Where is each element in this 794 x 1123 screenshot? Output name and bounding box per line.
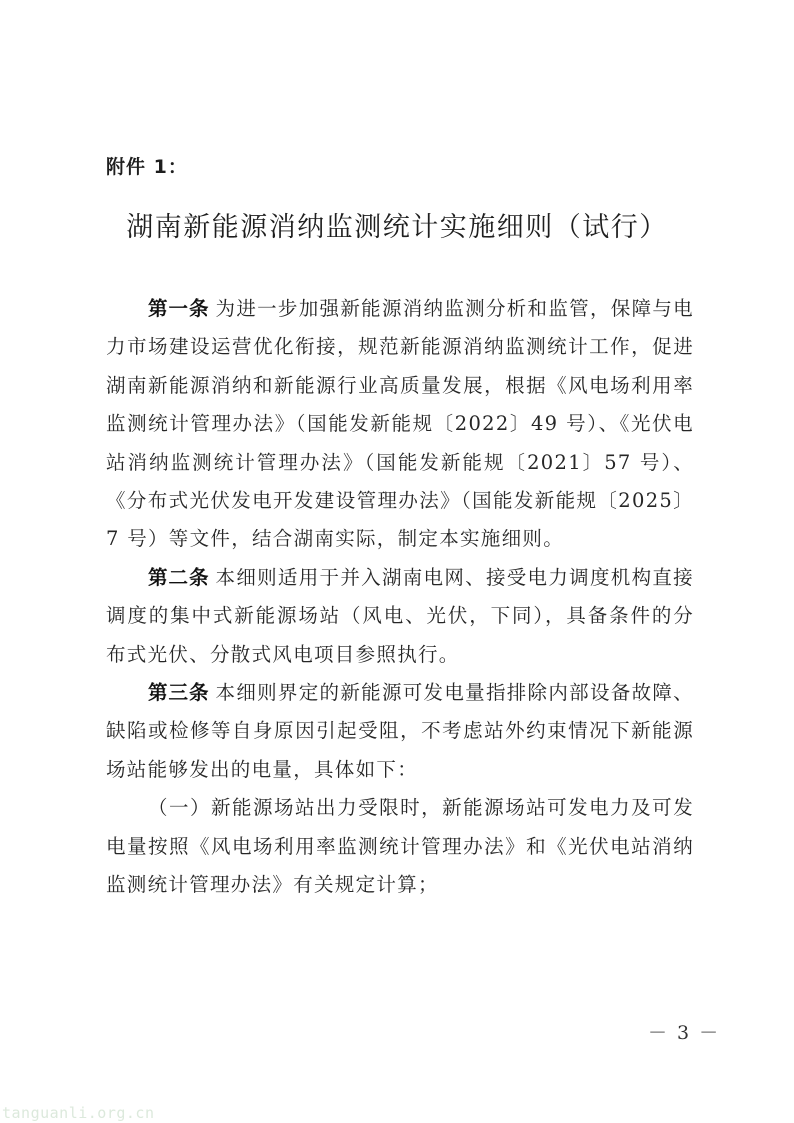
article-heading: 第三条 <box>148 681 210 705</box>
clause-text: （一）新能源场站出力受限时，新能源场站可发电力及可发电量按照《风电场利用率监测统计管理办法》和《光伏电站消纳监测统计管理办法》有关规定计算； <box>106 796 694 897</box>
document-body <box>106 290 694 905</box>
watermark: tanguanli.org.cn <box>2 1104 155 1122</box>
article-text: 本细则适用于并入湖南电网、接受电力调度机构直接调度的集中式新能源场站（风电、光伏，下同），具备条件的分布式光伏、分散式风电项目参照执行。 <box>106 565 694 666</box>
article-1-paragraph <box>106 290 694 559</box>
article-text: 为进一步加强新能源消纳监测分析和监管，保障与电力市场建设运营优化衔接，规范新能源消纳监测统计工作，促进湖南新能源消纳和新能源行业高质量发展，根据《风电场利用率监测统计管理办法》（国能发新能规〔2022〕49 号）、《光伏电站消纳监测统计管理办法》（国能发新能规〔2021〕57 号）、《分布式光伏发电开发建设管理办法》（国能发新能规〔2025〕7 号）等文件，结合湖南实际，制定本实施细则。 <box>106 297 694 551</box>
document-title: 湖南新能源消纳监测统计实施细则（试行） <box>126 212 668 243</box>
page-number: － 3 － <box>648 1022 721 1044</box>
clause-1-paragraph <box>106 789 694 904</box>
article-heading: 第二条 <box>148 565 210 589</box>
article-3-paragraph <box>106 674 694 789</box>
article-2-paragraph <box>106 559 694 674</box>
article-text: 本细则界定的新能源可发电量指排除内部设备故障、缺陷或检修等自身原因引起受阻，不考虑站外约束情况下新能源场站能够发出的电量，具体如下： <box>106 681 694 781</box>
article-heading: 第一条 <box>148 297 210 320</box>
attachment-label: 附件 1： <box>106 156 188 178</box>
